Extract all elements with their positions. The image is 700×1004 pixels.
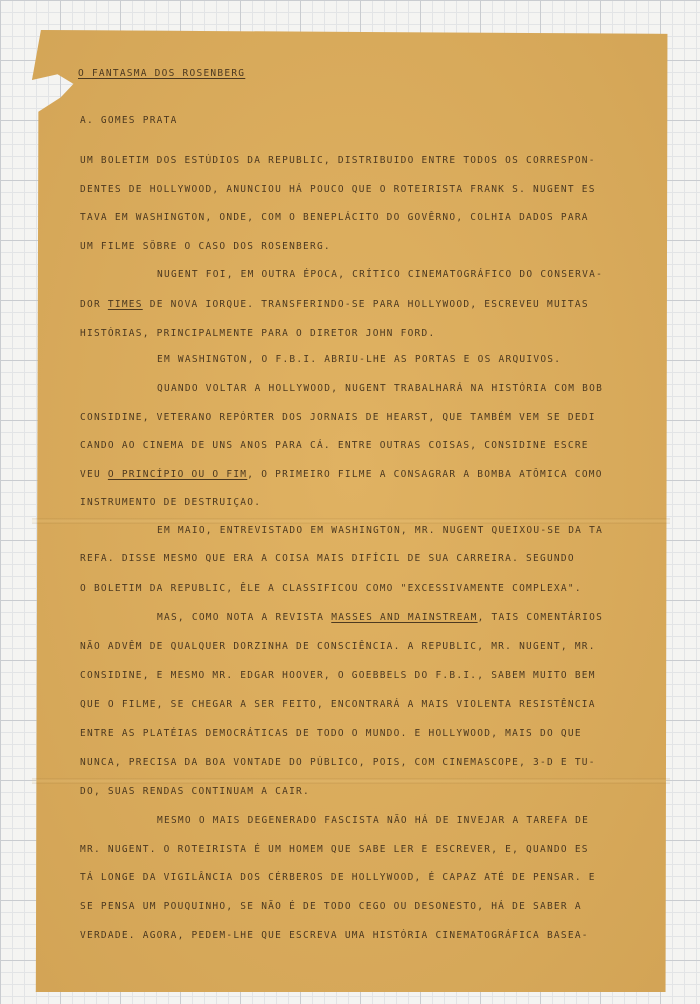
text-line (80, 871, 596, 885)
text-segment: CONSIDINE, VETERANO REPÓRTER DOS JORNAIS DE HEARST, QUE TAMBÉM VEM SE DEDI (80, 412, 596, 423)
text-line (157, 382, 603, 396)
text-line (80, 582, 582, 596)
text-segment: EM MAIO, ENTREVISTADO EM WASHINGTON, MR. NUGENT QUEIXOU-SE DA TA (157, 525, 604, 536)
text-segment: QUANDO VOLTAR A HOLLYWOOD, NUGENT TRABALHARÁ NA HISTÓRIA COM BOB (157, 383, 604, 394)
underlined-title: O PRINCÍPIO OU O FIM (107, 469, 248, 480)
text-segment: VEU (80, 469, 108, 480)
text-segment: CANDO AO CINEMA DE UNS ANOS PARA CÁ. ENTRE OUTRAS COISAS, CONSIDINE ESCRE (80, 440, 589, 451)
text-segment: MR. NUGENT. O ROTEIRISTA É UM HOMEM QUE SABE LER E ESCREVER, E, QUANDO ES (80, 844, 589, 855)
text-line (80, 154, 596, 168)
text-segment: NÃO ADVÊM DE QUALQUER DORZINHA DE CONSCIÊNCIA. A REPUBLIC, MR. NUGENT, MR. (80, 641, 596, 652)
text-segment: REFA. DISSE MESMO QUE ERA A COISA MAIS DIFÍCIL DE SUA CARREIRA. SEGUNDO (80, 553, 575, 564)
text-segment: CONSIDINE, E MESMO MR. EDGAR HOOVER, O GOEBBELS DO F.B.I., SABEM MUITO BEM (80, 670, 596, 681)
text-line (80, 929, 589, 943)
text-segment: UM FILME SÔBRE O CASO DOS ROSENBERG. (80, 241, 331, 252)
text-line (157, 524, 603, 538)
text-segment: TÁ LONGE DA VIGILÂNCIA DOS CÉRBEROS DE HOLLYWOOD, É CAPAZ ATÉ DE PENSAR. E (80, 872, 596, 883)
text-line (80, 327, 435, 341)
paper-fold (32, 778, 670, 784)
text-segment: DENTES DE HOLLYWOOD, ANUNCIOU HÁ POUCO QUE O ROTEIRISTA FRANK S. NUGENT ES (80, 184, 596, 195)
text-segment: SE PENSA UM POUQUINHO, SE NÃO É DE TODO CEGO OU DESONESTO, HÁ DE SABER A (80, 901, 582, 912)
text-segment: O BOLETIM DA REPUBLIC, ÊLE A CLASSIFICOU COMO "EXCESSIVAMENTE COMPLEXA". (80, 583, 582, 594)
text-segment: EM WASHINGTON, O F.B.I. ABRIU-LHE AS PORTAS E OS ARQUIVOS. (157, 354, 562, 365)
text-segment: UM BOLETIM DOS ESTÚDIOS DA REPUBLIC, DISTRIBUIDO ENTRE TODOS OS CORRESPON- (80, 155, 596, 166)
text-segment: NUGENT FOI, EM OUTRA ÉPOCA, CRÍTICO CINEMATOGRÁFICO DO CONSERVA- (157, 269, 604, 280)
text-segment: DOR (80, 299, 108, 310)
text-line (80, 211, 589, 225)
text-segment: QUE O FILME, SE CHEGAR A SER FEITO, ENCONTRARÁ A MAIS VIOLENTA RESISTÊNCIA (80, 699, 596, 710)
text-line (80, 698, 596, 712)
text-line (157, 611, 603, 625)
text-line (80, 468, 603, 482)
text-line (80, 298, 589, 312)
text-line (80, 900, 582, 914)
text-segment: MAS, COMO NOTA A REVISTA (157, 612, 332, 623)
text-line (157, 814, 589, 828)
text-segment: DE NOVA IORQUE. TRANSFERINDO-SE PARA HOLLYWOOD, ESCREVEU MUITAS (142, 299, 589, 310)
text-line (80, 183, 596, 197)
text-segment: INSTRUMENTO DE DESTRUIÇÃO. (80, 497, 262, 508)
text-segment: VERDADE. AGORA, PEDEM-LHE QUE ESCREVA UMA HISTÓRIA CINEMATOGRÁFICA BASEA- (80, 930, 589, 941)
text-line (80, 785, 310, 799)
text-segment: MESMO O MAIS DEGENERADO FASCISTA NÃO HÁ DE INVEJAR A TAREFA DE (157, 815, 590, 826)
text-line (80, 756, 596, 770)
document-author: A. GOMES PRATA (80, 115, 178, 126)
underlined-title: TIMES (107, 299, 143, 310)
text-line (80, 439, 589, 453)
text-line (80, 496, 261, 510)
text-segment: ENTRE AS PLATÉIAS DEMOCRÁTICAS DE TODO O MUNDO. E HOLLYWOOD, MAIS DO QUE (80, 728, 582, 739)
text-segment: NUNCA, PRECISA DA BOA VONTADE DO PÚBLICO, POIS, COM CINEMASCOPE, 3-D E TU- (80, 757, 596, 768)
text-segment: , TAIS COMENTÁRIOS (477, 612, 604, 623)
document-title: O FANTASMA DOS ROSENBERG (78, 68, 246, 79)
text-segment: HISTÓRIAS, PRINCIPALMENTE PARA O DIRETOR JOHN FORD. (80, 328, 436, 339)
text-line (80, 240, 331, 254)
text-line (80, 552, 575, 566)
text-line (157, 268, 603, 282)
text-line (80, 727, 582, 741)
underlined-title: MASSES AND MAINSTREAM (331, 612, 478, 623)
text-segment: TAVA EM WASHINGTON, ONDE, COM O BENEPLÁCITO DO GOVÊRNO, COLHIA DADOS PARA (80, 212, 589, 223)
text-line (80, 640, 596, 654)
text-line (80, 843, 589, 857)
text-line (157, 353, 561, 367)
text-line (80, 411, 596, 425)
text-segment: , O PRIMEIRO FILME A CONSAGRAR A BOMBA ATÔMICA COMO (247, 469, 603, 480)
text-line (80, 669, 596, 683)
text-segment: DO, SUAS RENDAS CONTINUAM A CAIR. (80, 786, 310, 797)
